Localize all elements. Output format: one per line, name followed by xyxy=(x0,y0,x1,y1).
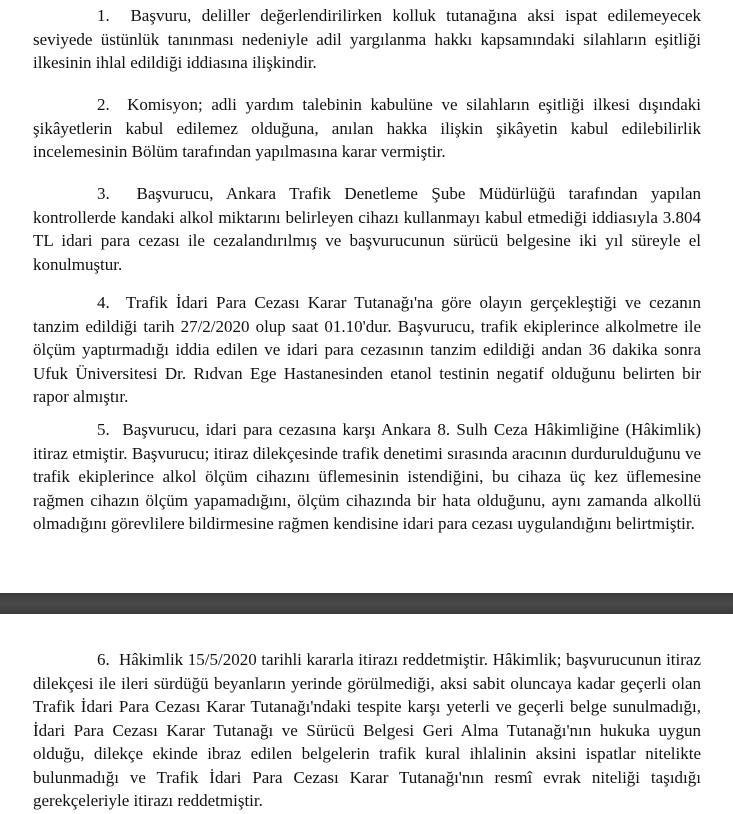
paragraph-text: Başvurucu, Ankara Trafik Denetleme Şube Müdürlüğü tarafından yapılan kontrollerde kandaki alkol miktarını belirleyen cihazı kullanmayı kabul etmediği iddiasıyla 3.804 TL idari para cezası ile cezalandırılmış ve başvurucunun sürücü belgesine iki yıl süreyle el konulmuştur. xyxy=(33,184,702,274)
paragraph-text: Başvuru, deliller değerlendirilirken kolluk tutanağına aksi ispat edilemeyecek seviyede üstünlük tanınması nedeniyle adil yargılanma hakkı kapsamındaki silahların eşitliği ilkesinin ihlal edildiği iddiasına ilişkindir. xyxy=(33,6,701,72)
paragraph-number: 5. xyxy=(97,420,110,439)
paragraph-text: Başvurucu, idari para cezasına karşı Ankara 8. Sulh Ceza Hâkimliğine (Hâkimlik) itiraz etmiştir. Başvurucu; itiraz dilekçesinde trafik denetimi sırasında aracının durdurulduğunu ve trafik ekiplerince alkol ölçüm cihazını üflemesinin istendiğini, bu cihaza üç kez üflemesine rağmen cihazın ölçüm yapamadığını, ölçüm cihazında bir hata olduğunu, aynı zamanda alkollü olmadığını görevlilere bildirmesine rağmen kendisine idari para cezası uygulandığını belirtmiştir. xyxy=(33,420,701,533)
paragraph-number: 3. xyxy=(97,184,110,203)
paragraph-4 xyxy=(33,291,701,409)
paragraph-number: 4. xyxy=(97,293,110,312)
paragraph-number: 1. xyxy=(97,6,110,25)
paragraph-6 xyxy=(33,648,701,813)
paragraph-5 xyxy=(33,418,701,536)
paragraph-1 xyxy=(33,4,701,75)
paragraph-text: Trafik İdari Para Cezası Karar Tutanağı'na göre olayın gerçekleştiği ve cezanın tanzim edildiği tarih 27/2/2020 olup saat 01.10'dur. Başvurucu, trafik ekiplerince alkolmetre ile ölçüm yaptırmadığı iddia edilen ve idari para cezasının tanzim edildiği andan 36 dakika sonra Ufuk Üniversitesi Dr. Rıdvan Ege Hastanesinden etanol testinin negatif olduğunu belirten bir rapor almıştır. xyxy=(33,293,701,406)
paragraph-text: Komisyon; adli yardım talebinin kabulüne ve silahların eşitliği ilkesi dışındaki şikâyetlerin kabul edilemez olduğuna, anılan hakka ilişkin şikâyetin kabul edilebilirlik incelemesinin Bölüm tarafından yapılmasına karar vermiştir. xyxy=(33,95,702,161)
paragraph-number: 6. xyxy=(97,650,110,669)
page-separator xyxy=(0,593,733,614)
paragraph-2 xyxy=(33,93,701,164)
paragraph-number: 2. xyxy=(97,95,110,114)
paragraph-text: Hâkimlik 15/5/2020 tarihli kararla itirazı reddetmiştir. Hâkimlik; başvurucunun itiraz dilekçesi ile ileri sürdüğü beyanların yerinde görülmediği, aksi sabit oluncaya kadar geçerli olan Trafik İdari Para Cezası Karar Tutanağı'ndaki tespite karşı yeterli ve geçerli belge sunulmadığı, İdari Para Cezası Karar Tutanağı ve Sürücü Belgesi Geri Alma Tutanağı'nın hukuka uygun olduğu, dilekçe ekinde ibraz edilen belgelerin trafik kural ihlalinin aksini ispatlar nitelikte bulunmadığı ve Trafik İdari Para Cezası Karar Tutanağı'nın resmî evrak niteliği taşıdığı gerekçeleriyle itirazı reddetmiştir. xyxy=(33,650,701,810)
paragraph-3 xyxy=(33,182,701,276)
